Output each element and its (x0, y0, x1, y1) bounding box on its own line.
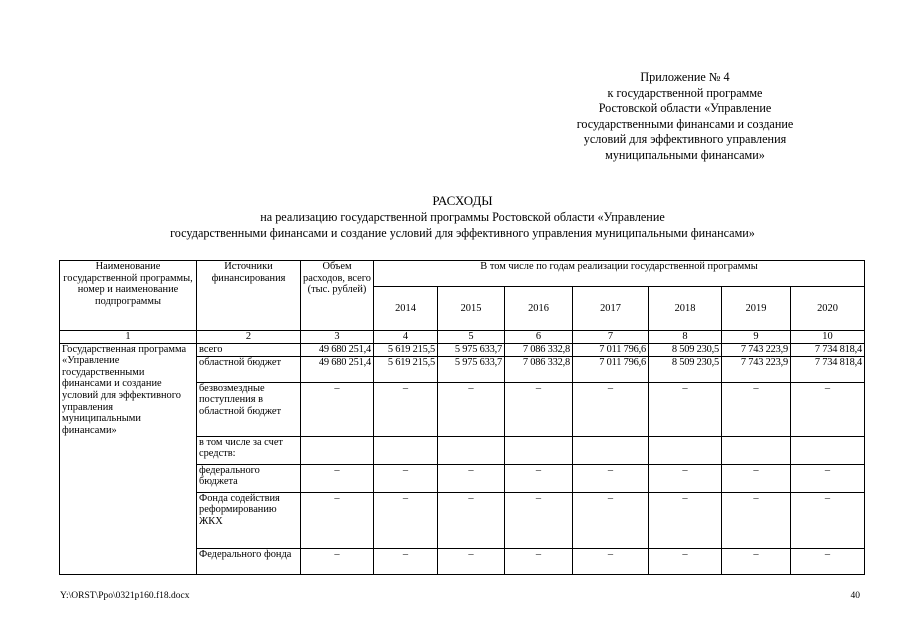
document-heading (60, 193, 865, 241)
appendix-line: государственными финансами и создание (576, 116, 794, 131)
value-cell: – (722, 382, 791, 436)
column-index: 5 (438, 331, 505, 344)
document-title: РАСХОДЫ (432, 193, 493, 208)
appendix-line: Приложение № 4 (640, 70, 730, 84)
column-index-row (60, 331, 865, 344)
value-cell: – (791, 464, 865, 492)
value-cell: – (438, 382, 505, 436)
value-cell: – (649, 548, 722, 574)
appendix-block (520, 70, 850, 163)
appendix-line: условий для эффективного управления (583, 132, 787, 146)
value-cell: – (438, 548, 505, 574)
value-cell: 5 975 633,7 (438, 356, 505, 382)
column-index: 1 (60, 331, 197, 344)
value-cell: – (573, 464, 649, 492)
program-name-cell: Государственная программа «Управление государственными финансами и создание условий для эффективного управления муниципальными финансами» (60, 343, 197, 574)
appendix-line: муниципальными финансами» (605, 147, 765, 162)
appendix-line: к государственной программе (607, 85, 763, 100)
header-year: 2017 (573, 287, 649, 331)
value-cell: 49 680 251,4 (301, 356, 374, 382)
header-volume: Объем расходов, всего (тыс. рублей) (301, 261, 374, 331)
value-cell: 7 011 796,6 (573, 343, 649, 356)
value-cell: – (722, 464, 791, 492)
document-subtitle-line: государственными финансами и создание условий для эффективного управления муниципальными финансами» (170, 226, 755, 240)
value-cell: – (791, 548, 865, 574)
value-cell: – (301, 548, 374, 574)
value-cell (791, 436, 865, 464)
value-cell: – (573, 492, 649, 548)
value-cell (573, 436, 649, 464)
value-cell: – (301, 382, 374, 436)
column-index: 8 (649, 331, 722, 344)
value-cell: – (505, 548, 573, 574)
header-year: 2018 (649, 287, 722, 331)
value-cell: 5 619 215,5 (374, 356, 438, 382)
value-cell: – (374, 464, 438, 492)
column-index: 7 (573, 331, 649, 344)
value-cell: 7 086 332,8 (505, 343, 573, 356)
value-cell (374, 436, 438, 464)
value-cell (722, 436, 791, 464)
value-cell: – (791, 492, 865, 548)
value-cell: – (573, 548, 649, 574)
column-index: 6 (505, 331, 573, 344)
header-year: 2019 (722, 287, 791, 331)
header-row (60, 261, 865, 287)
source-cell: всего (197, 343, 301, 356)
value-cell: – (505, 492, 573, 548)
source-cell: безвозмездные поступления в областной бюджет (197, 382, 301, 436)
expenses-table (59, 260, 865, 575)
value-cell: – (505, 382, 573, 436)
value-cell: 7 734 818,4 (791, 356, 865, 382)
value-cell: 7 011 796,6 (573, 356, 649, 382)
value-cell: 8 509 230,5 (649, 343, 722, 356)
column-index: 4 (374, 331, 438, 344)
value-cell: 5 975 633,7 (438, 343, 505, 356)
value-cell: – (722, 492, 791, 548)
value-cell: – (301, 464, 374, 492)
value-cell (301, 436, 374, 464)
document-subtitle-line: на реализацию государственной программы Ростовской области «Управление (260, 210, 665, 224)
appendix-line: Ростовской области «Управление (598, 101, 772, 115)
source-cell: областной бюджет (197, 356, 301, 382)
value-cell: 7 743 223,9 (722, 343, 791, 356)
value-cell: – (438, 464, 505, 492)
value-cell: – (301, 492, 374, 548)
value-cell: 5 619 215,5 (374, 343, 438, 356)
header-year: 2014 (374, 287, 438, 331)
header-year: 2016 (505, 287, 573, 331)
source-cell: в том числе за счет средств: (197, 436, 301, 464)
header-source: Источники финансирования (197, 261, 301, 331)
page-number: 40 (850, 591, 860, 601)
value-cell: 7 743 223,9 (722, 356, 791, 382)
value-cell: 8 509 230,5 (649, 356, 722, 382)
value-cell (438, 436, 505, 464)
value-cell: – (374, 548, 438, 574)
value-cell: – (438, 492, 505, 548)
source-cell: федерального бюджета (197, 464, 301, 492)
value-cell (505, 436, 573, 464)
column-index: 9 (722, 331, 791, 344)
footer-file-path: Y:\ORST\Ppo\0321p160.f18.docx (60, 591, 190, 601)
header-year: 2020 (791, 287, 865, 331)
value-cell: 7 086 332,8 (505, 356, 573, 382)
column-index: 3 (301, 331, 374, 344)
source-cell: Фонда содействия реформированию ЖКХ (197, 492, 301, 548)
value-cell: – (573, 382, 649, 436)
value-cell: – (374, 492, 438, 548)
value-cell (649, 436, 722, 464)
table-row (60, 343, 865, 356)
column-index: 10 (791, 331, 865, 344)
value-cell: – (505, 464, 573, 492)
header-by-years: В том числе по годам реализации государственной программы (374, 261, 865, 287)
value-cell: – (649, 464, 722, 492)
header-year: 2015 (438, 287, 505, 331)
value-cell: – (722, 548, 791, 574)
value-cell: – (649, 382, 722, 436)
value-cell: – (649, 492, 722, 548)
value-cell: – (374, 382, 438, 436)
column-index: 2 (197, 331, 301, 344)
header-program-name: Наименование государственной программы, номер и наименование подпрограммы (60, 261, 197, 331)
source-cell: Федерального фонда (197, 548, 301, 574)
value-cell: – (791, 382, 865, 436)
value-cell: 7 734 818,4 (791, 343, 865, 356)
value-cell: 49 680 251,4 (301, 343, 374, 356)
